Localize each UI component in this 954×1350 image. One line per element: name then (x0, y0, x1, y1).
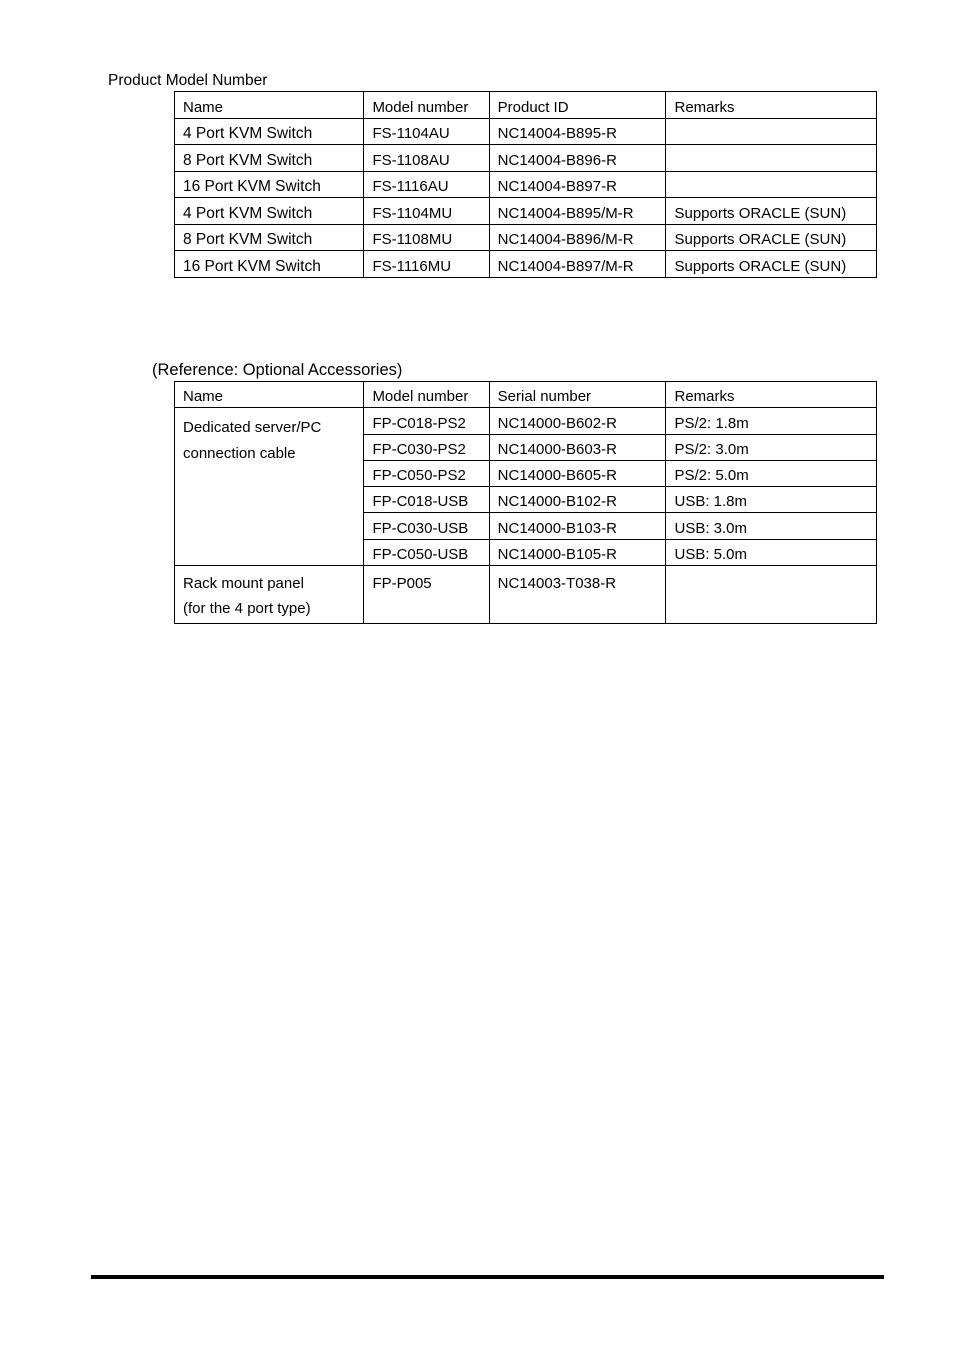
header-name: Name (175, 382, 364, 408)
table-row (175, 251, 877, 278)
serial-number-cell: NC14003-T038-R (489, 566, 666, 624)
model-number-cell: FS-1108AU (364, 145, 489, 172)
product-name-cell: 8 Port KVM Switch (175, 145, 364, 172)
remarks-cell (666, 171, 877, 198)
serial-number-cell: NC14000-B105-R (489, 539, 666, 565)
serial-number-cell: NC14000-B102-R (489, 487, 666, 513)
product-model-number-caption: Product Model Number (108, 72, 268, 89)
serial-number-cell: NC14000-B602-R (489, 408, 666, 434)
remarks-cell: Supports ORACLE (SUN) (666, 198, 877, 225)
remarks-cell: Supports ORACLE (SUN) (666, 224, 877, 251)
remarks-cell: Supports ORACLE (SUN) (666, 251, 877, 278)
rack-panel-name-cell (175, 566, 364, 624)
table-row (175, 145, 877, 172)
model-number-cell: FS-1108MU (364, 224, 489, 251)
remarks-cell: PS/2: 3.0m (666, 434, 877, 460)
model-number-cell: FS-1104MU (364, 198, 489, 225)
product-name-cell: 4 Port KVM Switch (175, 198, 364, 225)
model-number-cell: FS-1104AU (364, 118, 489, 145)
model-number-cell: FS-1116AU (364, 171, 489, 198)
remarks-cell (666, 566, 877, 624)
rack-panel-name-line2: (for the 4 port type) (183, 600, 311, 618)
model-number-cell: FP-C018-PS2 (364, 408, 489, 434)
remarks-cell: USB: 1.8m (666, 487, 877, 513)
product-id-cell: NC14004-B897-R (489, 171, 666, 198)
model-number-cell: FP-C018-USB (364, 487, 489, 513)
model-number-cell: FP-C050-USB (364, 539, 489, 565)
product-id-cell: NC14004-B896/M-R (489, 224, 666, 251)
cable-group-name-line2: connection cable (183, 445, 296, 463)
remarks-cell: USB: 5.0m (666, 539, 877, 565)
table-row (175, 198, 877, 225)
remarks-cell: PS/2: 5.0m (666, 460, 877, 486)
cable-group-name-line1: Dedicated server/PC (183, 419, 322, 437)
table-row (175, 566, 877, 624)
model-number-cell: FP-P005 (364, 566, 489, 624)
header-model-number: Model number (364, 382, 489, 408)
product-id-cell: NC14004-B896-R (489, 145, 666, 172)
model-number-cell: FP-C030-USB (364, 513, 489, 539)
cable-group-name-cell (175, 408, 364, 566)
model-number-cell: FP-C050-PS2 (364, 460, 489, 486)
serial-number-cell: NC14000-B605-R (489, 460, 666, 486)
product-name-cell: 16 Port KVM Switch (175, 171, 364, 198)
table-row (175, 224, 877, 251)
product-name-cell: 4 Port KVM Switch (175, 118, 364, 145)
table-row (175, 171, 877, 198)
header-product-id: Product ID (489, 92, 666, 119)
product-id-cell: NC14004-B895-R (489, 118, 666, 145)
table-row (175, 118, 877, 145)
header-serial-number: Serial number (489, 382, 666, 408)
product-id-cell: NC14004-B895/M-R (489, 198, 666, 225)
remarks-cell: PS/2: 1.8m (666, 408, 877, 434)
header-name: Name (175, 92, 364, 119)
model-number-cell: FP-C030-PS2 (364, 434, 489, 460)
optional-accessories-table (174, 381, 877, 624)
table-header-row (175, 382, 877, 408)
footer-rule (91, 1275, 884, 1279)
table-row (175, 408, 877, 434)
remarks-cell (666, 145, 877, 172)
header-remarks: Remarks (666, 382, 877, 408)
table-header-row (175, 92, 877, 119)
model-number-cell: FS-1116MU (364, 251, 489, 278)
serial-number-cell: NC14000-B103-R (489, 513, 666, 539)
rack-panel-name-line1: Rack mount panel (183, 575, 304, 593)
header-model-number: Model number (364, 92, 489, 119)
serial-number-cell: NC14000-B603-R (489, 434, 666, 460)
product-id-cell: NC14004-B897/M-R (489, 251, 666, 278)
optional-accessories-caption: (Reference: Optional Accessories) (152, 361, 403, 379)
product-model-table (174, 91, 877, 278)
product-name-cell: 8 Port KVM Switch (175, 224, 364, 251)
remarks-cell (666, 118, 877, 145)
product-name-cell: 16 Port KVM Switch (175, 251, 364, 278)
remarks-cell: USB: 3.0m (666, 513, 877, 539)
header-remarks: Remarks (666, 92, 877, 119)
